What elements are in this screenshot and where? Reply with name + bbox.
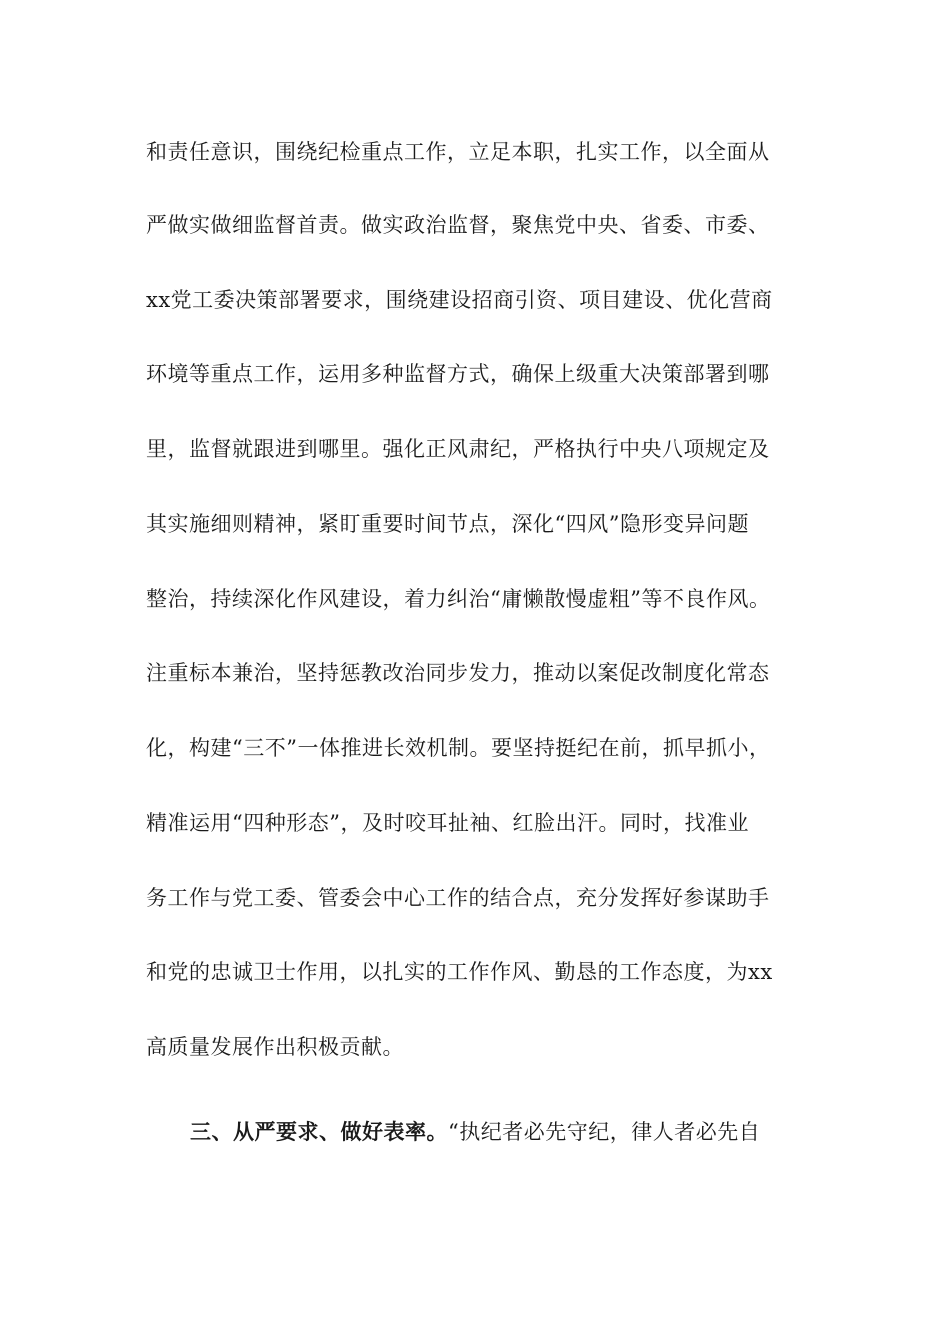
paragraph-line-7: 整治，持续深化作风建设，着力纠治“庸懒散慢虚粗”等不良作风。 <box>146 587 771 611</box>
paragraph-line-10: 精准运用“四种形态”，及时咬耳扯袖、红脸出汗。同时，找准业 <box>146 811 749 835</box>
paragraph-line-1: 和责任意识，围绕纪检重点工作，立足本职，扎实工作，以全面从 <box>146 140 770 164</box>
section-three-text: “执纪者必先守纪，律人者必先自 <box>448 1120 761 1144</box>
paragraph-line-3: xx党工委决策部署要求，围绕建设招商引资、项目建设、优化营商 <box>146 288 773 312</box>
paragraph-line-8: 注重标本兼治，坚持惩教改治同步发力，推动以案促改制度化常态 <box>146 661 770 685</box>
paragraph-line-4: 环境等重点工作，运用多种监督方式，确保上级重大决策部署到哪 <box>146 362 770 386</box>
paragraph-line-5: 里，监督就跟进到哪里。强化正风肃纪，严格执行中央八项规定及 <box>146 437 770 461</box>
paragraph-line-12: 和党的忠诚卫士作用，以扎实的工作作风、勤恳的工作态度，为xx <box>146 960 773 984</box>
paragraph-line-11: 务工作与党工委、管委会中心工作的结合点，充分发挥好参谋助手 <box>146 886 770 910</box>
paragraph-line-2: 严做实做细监督首责。做实政治监督，聚焦党中央、省委、市委、 <box>146 213 770 237</box>
section-three-heading: 三、从严要求、做好表率。 <box>190 1119 448 1144</box>
section-three-line <box>190 1117 850 1147</box>
paragraph-line-6: 其实施细则精神，紧盯重要时间节点，深化“四风”隐形变异问题 <box>146 512 749 536</box>
paragraph-line-9: 化，构建“三不”一体推进长效机制。要坚持挺纪在前，抓早抓小， <box>146 736 771 760</box>
paragraph-line-13: 高质量发展作出积极贡献。 <box>146 1035 404 1059</box>
